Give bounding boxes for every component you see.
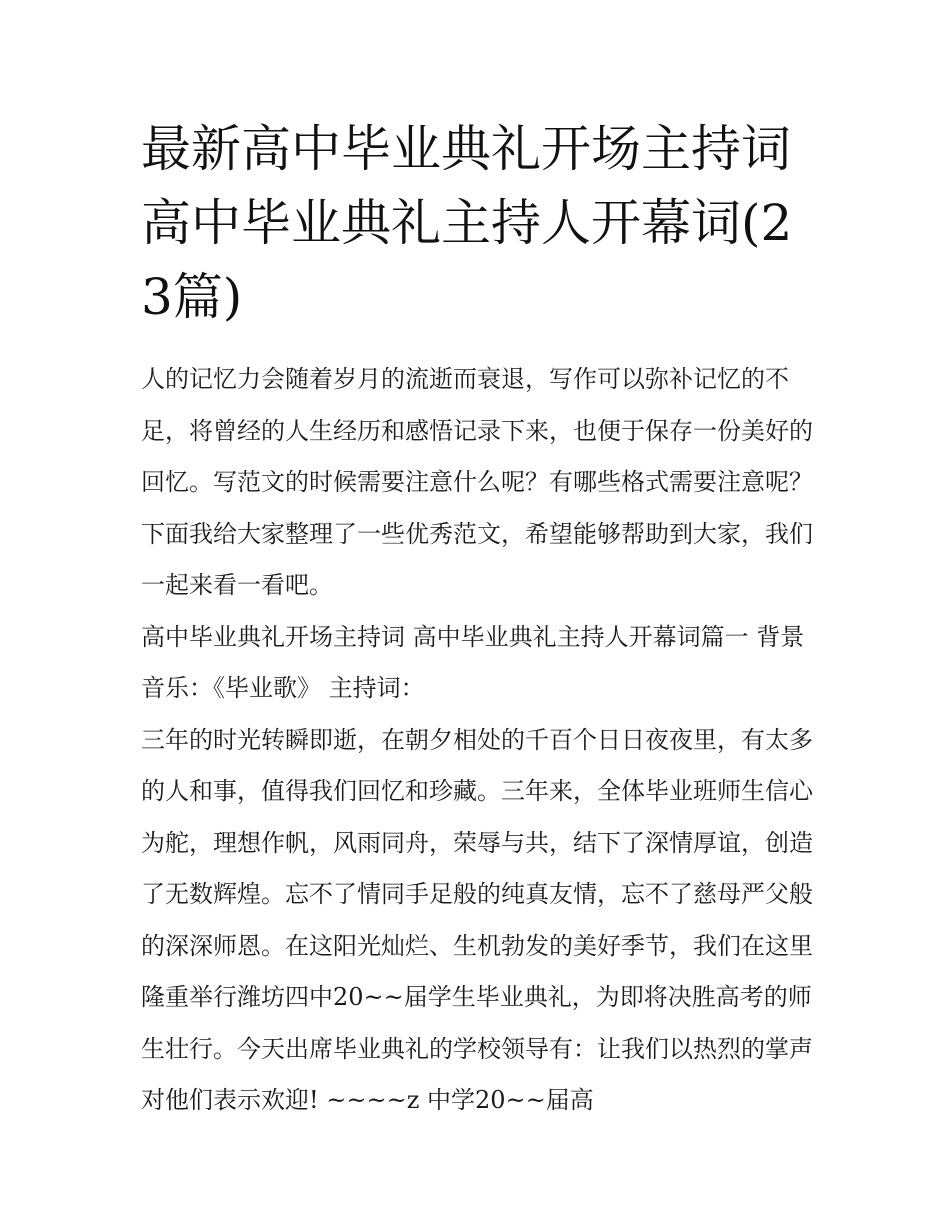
paragraph-intro: 人的记忆力会随着岁月的流逝而衰退，写作可以弥补记忆的不足，将曾经的人生经历和感悟记录下来，也便于保存一份美好的回忆。写范文的时候需要注意什么呢？有哪些格式需要注意呢？下面我给大家整理了一些优秀范文，希望能够帮助到大家，我们一起来看一看吧。 [141,365,813,599]
paragraph-main: 三年的时光转瞬即逝，在朝夕相处的千百个日日夜夜里，有太多的人和事，值得我们回忆和珍藏。三年来，全体毕业班师生信心为舵，理想作帆，风雨同舟，荣辱与共，结下了深情厚谊，创造了无数辉煌。忘不了情同手足般的纯真友情，忘不了慈母严父般的深深师恩。在这阳光灿烂、生机勃发的美好季节，我们在这里隆重举行潍坊四中20~~届学生毕业典礼，为即将决胜高考的师生壮行。今天出席毕业典礼的学校领导有：让我们以热烈的掌声对他们表示欢迎! ~~~~z 中学20~~届高 [141,725,813,1114]
paragraph-heading-line: 高中毕业典礼开场主持词 高中毕业典礼主持人开幕词篇一 背景音乐：《毕业歌》 主持词： [141,622,805,702]
document-body [141,354,821,1127]
document-title: 最新高中毕业典礼开场主持词 高中毕业典礼主持人开幕词(23篇) [141,120,793,326]
